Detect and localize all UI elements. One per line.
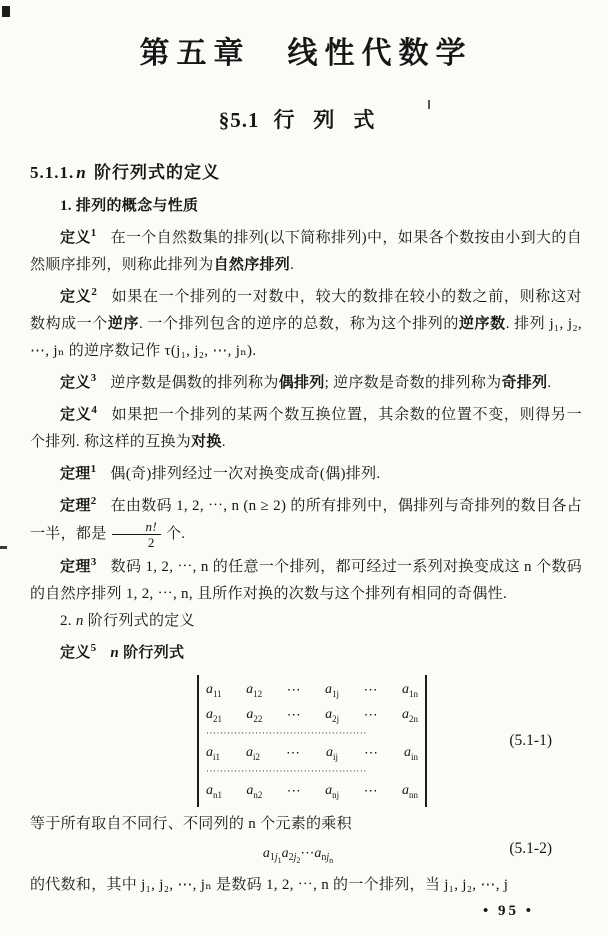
bold-term: 偶排列 (278, 375, 325, 391)
term-col-var: j (274, 852, 278, 864)
matrix-cell: ⋯ (363, 708, 378, 723)
term-col-sub: n (329, 856, 334, 866)
term-col-var: j (293, 852, 297, 864)
theorem-label: 定理 (60, 559, 91, 575)
definition-text: 如果把一个排列的某两个数互换位置，其余数的位置不变，则得另一个排列. 称这样的互换为 (30, 407, 582, 450)
definition-text: 如果在一个排列的一对数中，较大的数排在较小的数之前，则称这对数构成一个 (30, 289, 582, 332)
bold-term: 奇排列 (501, 375, 548, 391)
matrix-row: ·············································· (206, 766, 367, 776)
matrix-cell: $a_{12}$ (246, 682, 263, 699)
definition-1-paragraph (30, 220, 582, 279)
term-row-sub: n (321, 852, 327, 864)
theorem-1-paragraph (30, 456, 582, 488)
closing-paragraph: 的代数和，其中 j₁, j₂, ⋯, jₙ 是数码 1, 2, ⋯, n 的一个排列，当 j₁, j₂, ⋯, j (30, 877, 509, 893)
definition-number: 4 (91, 404, 98, 416)
subsection-title: 阶行列式的定义 (88, 163, 220, 182)
matrix-cell: $a_{nj}$ (325, 783, 340, 800)
theorem-label: 定理 (60, 498, 91, 514)
section-mark: §5.1 (218, 108, 260, 132)
matrix-row (206, 779, 418, 804)
matrix-cell: ⋯ (363, 784, 378, 799)
theorem-2-paragraph (30, 488, 582, 549)
definition-label: 定义 (60, 407, 92, 423)
subsection-var: n (76, 163, 87, 182)
matrix-cell: $a_{i1}$ (206, 745, 221, 762)
definition-text: ; 逆序数是奇数的排列称为 (324, 375, 502, 391)
section-heading (30, 104, 582, 134)
bold-term: 对换 (191, 434, 222, 450)
theorem-text: 在由数码 1, 2, ⋯, n (n ≥ 2) 的所有排列中，偶排列与奇排列的数目各占一半，都是 (30, 498, 583, 542)
definition-4-paragraph (30, 397, 582, 456)
theorem-3-paragraph (30, 549, 582, 608)
matrix-cell: $a_{n1}$ (206, 783, 222, 800)
after-matrix-paragraph: 等于所有取自不同行、不同列的 n 个元素的乘积 (30, 816, 352, 832)
matrix-cell: $a_{2n}$ (401, 707, 418, 724)
theorem-number: 2 (90, 495, 97, 507)
fraction-n-factorial-over-2 (112, 520, 161, 549)
fraction-denominator: 2 (147, 535, 155, 550)
definition-number: 1 (90, 227, 97, 239)
matrix-row (206, 678, 418, 703)
term-base: a (281, 845, 289, 861)
scan-artifact (2, 6, 10, 17)
matrix-cell: $a_{1n}$ (401, 682, 418, 699)
definition-text: . 排列 j₁, j₂, ⋯, jₙ 的逆序数记作 τ(j₁, j₂, ⋯, jₙ). (30, 316, 582, 359)
bold-term: 逆序数 (458, 316, 506, 332)
definition-text: . (547, 375, 552, 391)
term-row-sub: 1 (269, 852, 275, 864)
scan-artifact (428, 100, 430, 109)
term-row-sub: 2 (288, 852, 294, 864)
term-base: a (314, 845, 322, 861)
definition-text: . (221, 434, 226, 450)
determinant-formula-block (30, 675, 582, 807)
list-item-1-heading: 1. 排列的概念与性质 (60, 198, 199, 214)
definition-label: 定义 (60, 645, 91, 661)
theorem-number: 3 (90, 556, 97, 568)
matrix-cell: $a_{i2}$ (246, 745, 261, 762)
bold-term: 逆序 (107, 316, 140, 332)
cdots: ⋯ (300, 845, 315, 861)
definition-number: 2 (91, 286, 98, 298)
matrix-row (206, 741, 418, 766)
product-term (262, 845, 282, 866)
definition-label: 定义 (60, 230, 91, 246)
matrix-cell: $a_{11}$ (206, 682, 222, 699)
determinant-matrix-body (197, 675, 427, 807)
product-term (314, 845, 334, 866)
theorem-label: 定理 (60, 466, 91, 482)
matrix-cell: $a_{2j}$ (325, 707, 340, 724)
definition-text: . 一个排列包含的逆序的总数，称为这个排列的 (139, 316, 459, 332)
item-text: 阶行列式的定义 (83, 613, 195, 629)
scan-artifact (0, 546, 7, 549)
subsection-heading (30, 158, 582, 183)
theorem-text: 数码 1, 2, ⋯, n 的任意一个排列，都可经过一系列对换变成这 n 个数码的自然序排列 1, 2, ⋯, n, 且所作对换的次数与这个排列有相同的奇偶性. (30, 559, 582, 602)
definition-label: 定义 (60, 289, 92, 305)
matrix-row: ·············································· (206, 728, 367, 738)
term-col-var: j (326, 852, 330, 864)
matrix-cell: ⋯ (286, 708, 301, 723)
page-number: • 95 • (482, 903, 534, 919)
definition-var: n (110, 645, 120, 661)
product-formula (263, 845, 333, 866)
equation-number-5-1-2: (5.1-2) (509, 840, 552, 857)
chapter-title: 第五章 线性代数学 (139, 37, 473, 70)
matrix-cell: $a_{nn}$ (401, 783, 418, 800)
matrix-cell: ⋯ (363, 746, 378, 761)
matrix-cell: $a_{n2}$ (246, 783, 263, 800)
fraction-numerator: n! (112, 520, 161, 535)
theorem-text: 偶(奇)排列经过一次对换变成奇(偶)排列. (110, 466, 381, 482)
definition-2-paragraph (30, 279, 582, 365)
definition-3-paragraph (30, 365, 582, 397)
definition-text: 阶行列式 (119, 645, 185, 661)
term-col-sub: 2 (296, 856, 301, 866)
equation-number-5-1-1: (5.1-1) (509, 732, 552, 749)
matrix-cell: ⋯ (286, 746, 300, 761)
section-title: 行列式 (273, 108, 394, 132)
term-base: a (262, 845, 270, 861)
definition-number: 5 (90, 642, 97, 654)
definition-text: 在一个自然数集的排列(以下简称排列)中，如果各个数按由小到大的自然顺序排列，则称此排列为 (30, 230, 582, 273)
matrix-cell: $a_{ij}$ (325, 745, 338, 762)
item-number: 2. (60, 613, 72, 629)
matrix-cell: $a_{21}$ (206, 707, 222, 724)
definition-text: 逆序数是偶数的排列称为 (110, 375, 279, 391)
matrix-row (206, 703, 418, 728)
matrix-cell: $a_{22}$ (246, 707, 263, 724)
matrix-cell: ⋯ (363, 683, 378, 698)
definition-label: 定义 (60, 375, 91, 391)
matrix-cell: ⋯ (286, 784, 301, 799)
matrix-cell: $a_{1j}$ (325, 682, 340, 699)
definition-number: 3 (90, 372, 97, 384)
body-text (30, 193, 582, 899)
matrix-cell: ⋯ (286, 683, 301, 698)
list-item-2-heading (30, 608, 582, 635)
definition-text: . (290, 257, 295, 273)
term-col-sub: 1 (277, 856, 282, 866)
item-var: n (75, 613, 84, 629)
definition-5-heading (30, 635, 582, 667)
product-term (281, 845, 301, 866)
bold-term: 自然序排列 (213, 257, 291, 273)
theorem-number: 1 (90, 463, 97, 475)
subsection-number: 5.1.1. (30, 163, 75, 182)
theorem-text: 个. (165, 525, 186, 542)
product-formula-block (30, 838, 582, 872)
matrix-cell: $a_{in}$ (403, 745, 418, 762)
